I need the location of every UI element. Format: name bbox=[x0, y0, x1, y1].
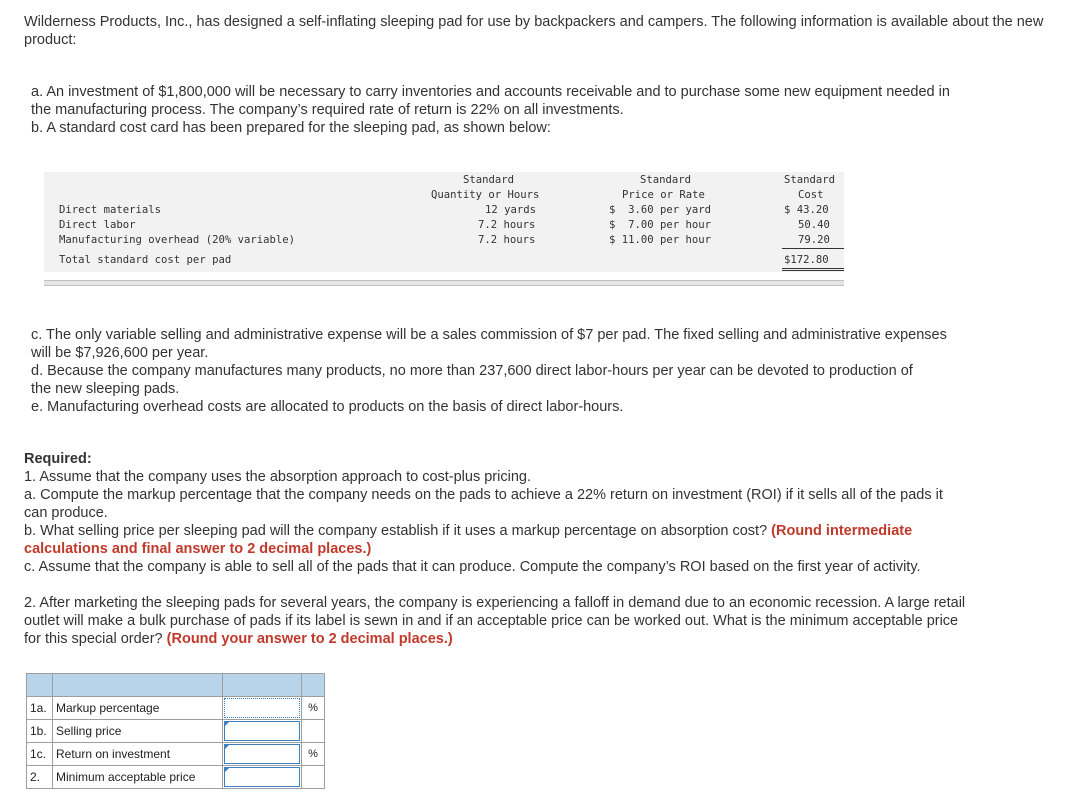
answer-row bbox=[27, 766, 325, 789]
item-a bbox=[31, 83, 971, 119]
answer-number: 1b. bbox=[27, 720, 53, 743]
question-2-text: 2. After marketing the sleeping pads for several years, the company is experiencing a falloff in demand due to an economic recession. A large retail outlet will make a bulk purchase of pads if its label is sewn in and if an acceptable price can be worked out. What is the minimum acceptable price for this special order? bbox=[24, 595, 966, 647]
row-cost: $ 43.20 bbox=[784, 204, 829, 216]
question-1b bbox=[24, 522, 969, 558]
cost-card-scrollbar[interactable] bbox=[44, 280, 844, 286]
answer-number: 1a. bbox=[27, 697, 53, 720]
row-qty: 7.2 hours bbox=[478, 219, 536, 231]
total-double-rule-2 bbox=[782, 270, 844, 271]
question-1: 1. Assume that the company uses the absorption approach to cost-plus pricing. bbox=[24, 469, 531, 485]
header-qty-line2: Quantity or Hours bbox=[431, 189, 540, 201]
header-qty-line1: Standard bbox=[463, 174, 515, 186]
answer-number: 1c. bbox=[27, 743, 53, 766]
header-cost-line1: Standard bbox=[784, 174, 836, 186]
unit-cell bbox=[302, 720, 325, 743]
item-a-text: a. An investment of $1,800,000 will be necessary to carry inventories and accounts receivable and to purchase some new equipment needed in the manufacturing process. The company’s required rate of return is 22% on all investments. bbox=[31, 84, 950, 118]
question-1b-text: b. What selling price per sleeping pad will the company establish if it uses a markup percentage on absorption cost? bbox=[24, 523, 768, 539]
flag-icon bbox=[224, 721, 230, 727]
item-c: c. The only variable selling and administrative expense will be a sales commission of $7 per pad. The fixed selling and administrative expenses will be $7,926,600 per year. bbox=[31, 327, 947, 361]
percent-unit: % bbox=[302, 743, 325, 766]
answer-label: Markup percentage bbox=[53, 697, 223, 720]
row-qty: 12 yards bbox=[485, 204, 537, 216]
answer-row bbox=[27, 720, 325, 743]
total-value: $172.80 bbox=[784, 254, 829, 266]
unit-cell bbox=[302, 766, 325, 789]
total-label: Total standard cost per pad bbox=[59, 254, 232, 266]
row-cost: 50.40 bbox=[798, 219, 830, 231]
return-on-investment-input[interactable] bbox=[224, 744, 300, 764]
row-price: $ 3.60 per yard bbox=[609, 204, 712, 216]
answer-table bbox=[26, 673, 325, 789]
answer-number: 2. bbox=[27, 766, 53, 789]
answer-label: Selling price bbox=[53, 720, 223, 743]
header-price-line2: Price or Rate bbox=[622, 189, 705, 201]
item-e: e. Manufacturing overhead costs are allocated to products on the basis of direct labor-hours. bbox=[31, 399, 624, 415]
row-label: Direct labor bbox=[59, 219, 136, 231]
answer-label: Minimum acceptable price bbox=[53, 766, 223, 789]
row-qty: 7.2 hours bbox=[478, 234, 536, 246]
subtotal-rule bbox=[782, 248, 844, 249]
item-d: d. Because the company manufactures many products, no more than 237,600 direct labor-hours per year can be devoted to production of the new sleeping pads. bbox=[31, 363, 913, 397]
answer-label: Return on investment bbox=[53, 743, 223, 766]
intro-text: Wilderness Products, Inc., has designed a self-inflating sleeping pad for use by backpackers and campers. The following information is available about the new product: bbox=[24, 14, 1044, 48]
question-2-round-note: (Round your answer to 2 decimal places.) bbox=[166, 631, 453, 647]
row-label: Manufacturing overhead (20% variable) bbox=[59, 234, 295, 246]
total-double-rule-1 bbox=[782, 268, 844, 269]
header-cost-line2: Cost bbox=[798, 189, 824, 201]
row-label: Direct materials bbox=[59, 204, 162, 216]
percent-unit: % bbox=[302, 697, 325, 720]
header-price-line1: Standard bbox=[640, 174, 692, 186]
item-b: b. A standard cost card has been prepared for the sleeping pad, as shown below: bbox=[31, 120, 551, 136]
row-cost: 79.20 bbox=[798, 234, 830, 246]
question-2 bbox=[24, 594, 969, 648]
flag-icon bbox=[224, 744, 230, 750]
required-heading: Required: bbox=[24, 451, 92, 467]
row-price: $ 11.00 per hour bbox=[609, 234, 712, 246]
minimum-acceptable-price-input[interactable] bbox=[224, 767, 300, 787]
row-price: $ 7.00 per hour bbox=[609, 219, 712, 231]
answer-table-header bbox=[27, 674, 325, 697]
markup-percentage-input[interactable] bbox=[224, 698, 300, 718]
question-1b-round-note: (Round intermediate calculations and final answer to 2 decimal places.) bbox=[24, 523, 913, 557]
answer-row bbox=[27, 743, 325, 766]
answer-row bbox=[27, 697, 325, 720]
question-1a: a. Compute the markup percentage that the company needs on the pads to achieve a 22% return on investment (ROI) if it sells all of the pads it can produce. bbox=[24, 487, 943, 521]
question-1c: c. Assume that the company is able to sell all of the pads that it can produce. Compute the company’s ROI based on the first year of activity. bbox=[24, 559, 921, 575]
selling-price-input[interactable] bbox=[224, 721, 300, 741]
flag-icon bbox=[224, 767, 230, 773]
